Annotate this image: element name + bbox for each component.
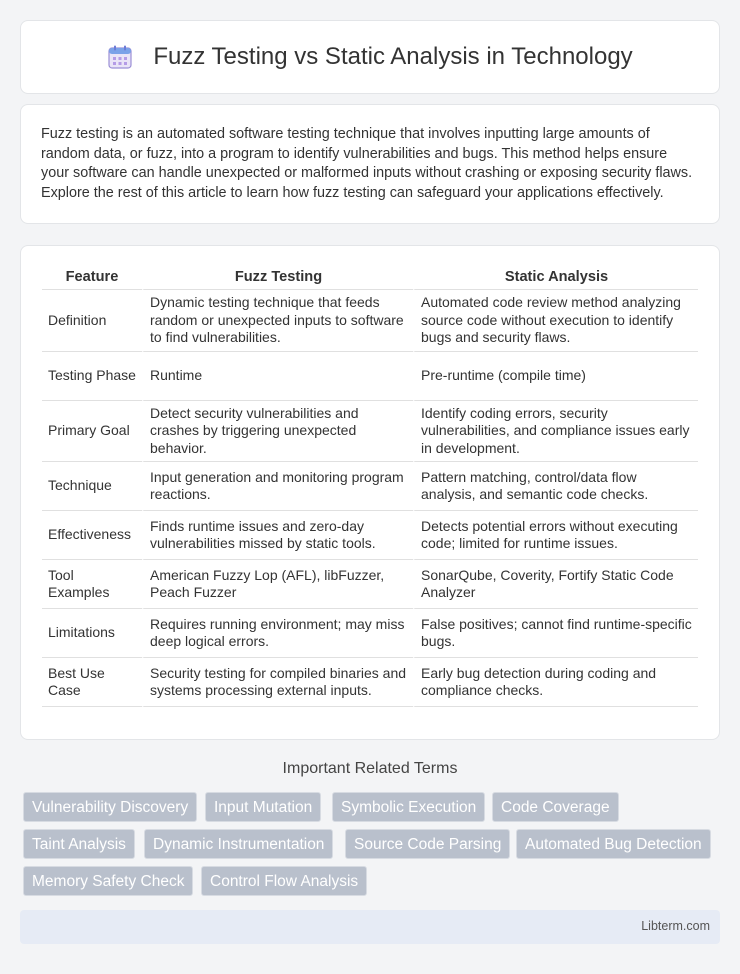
related-term-tag[interactable]: Automated Bug Detection: [516, 829, 711, 859]
row-fuzz-cell: Input generation and monitoring program reactions.: [142, 462, 413, 511]
row-fuzz-cell: Security testing for compiled binaries and systems processing external inputs.: [142, 658, 413, 707]
related-term-tag[interactable]: Control Flow Analysis: [201, 866, 367, 896]
row-static-cell: Automated code review method analyzing source code without execution to identify bugs and security flaws.: [413, 290, 698, 352]
comparison-table-card: [20, 245, 720, 740]
calendar-icon: [107, 44, 133, 70]
table-row: [42, 401, 698, 463]
row-fuzz-cell: Finds runtime issues and zero-day vulnerabilities missed by static tools.: [142, 511, 413, 560]
table-header-row: [42, 266, 698, 290]
footer-link[interactable]: Libterm.com: [641, 919, 710, 933]
header-fuzz-testing: Fuzz Testing: [142, 266, 413, 290]
title-wrap: [107, 43, 632, 71]
comparison-table: [42, 266, 698, 707]
intro-text: Fuzz testing is an automated software testing technique that involves inputting large amounts of random data, or fuzz, into a program to identify vulnerabilities and bugs. This method helps ensure your software can handle unexpected or malformed inputs without crashing or exposing security flaws. Explore the rest of this article to learn how fuzz testing can safeguard your applications effectively.: [41, 126, 693, 201]
intro-card: [20, 104, 720, 224]
table-row: [42, 658, 698, 707]
row-static-cell: Pre-runtime (compile time): [413, 352, 698, 401]
row-fuzz-cell: Detect security vulnerabilities and crashes by triggering unexpected behavior.: [142, 401, 413, 463]
table-row: [42, 462, 698, 511]
row-static-cell: False positives; cannot find runtime-specific bugs.: [413, 609, 698, 658]
related-term-tag[interactable]: Code Coverage: [492, 792, 619, 822]
table-row: [42, 352, 698, 401]
related-term-tag[interactable]: Taint Analysis: [23, 829, 135, 859]
header-card: [20, 20, 720, 94]
related-term-tag[interactable]: Source Code Parsing: [345, 829, 510, 859]
related-term-tag[interactable]: Memory Safety Check: [23, 866, 193, 896]
row-fuzz-cell: Runtime: [142, 352, 413, 401]
footer: [20, 910, 720, 944]
row-feature-cell: Limitations: [42, 609, 142, 658]
table-row: [42, 511, 698, 560]
row-feature-cell: Effectiveness: [42, 511, 142, 560]
related-term-tag[interactable]: Input Mutation: [205, 792, 321, 822]
related-term-tag[interactable]: Dynamic Instrumentation: [144, 829, 333, 859]
row-static-cell: Early bug detection during coding and compliance checks.: [413, 658, 698, 707]
row-fuzz-cell: Dynamic testing technique that feeds random or unexpected inputs to software to find vulnerabilities.: [142, 290, 413, 352]
header-static-analysis: Static Analysis: [413, 266, 698, 290]
row-feature-cell: Testing Phase: [42, 352, 142, 401]
table-row: [42, 560, 698, 609]
header-feature: Feature: [42, 266, 142, 290]
row-feature-cell: Best Use Case: [42, 658, 142, 707]
related-terms-title: Important Related Terms: [282, 760, 458, 777]
row-feature-cell: Definition: [42, 290, 142, 352]
page-title: Fuzz Testing vs Static Analysis in Technology: [153, 43, 633, 70]
row-static-cell: SonarQube, Coverity, Fortify Static Code Analyzer: [413, 560, 698, 609]
row-fuzz-cell: American Fuzzy Lop (AFL), libFuzzer, Peach Fuzzer: [142, 560, 413, 609]
row-feature-cell: Tool Examples: [42, 560, 142, 609]
table-row: [42, 290, 698, 352]
row-feature-cell: Technique: [42, 462, 142, 511]
related-term-tag[interactable]: Vulnerability Discovery: [23, 792, 197, 822]
row-static-cell: Pattern matching, control/data flow analysis, and semantic code checks.: [413, 462, 698, 511]
row-static-cell: Identify coding errors, security vulnerabilities, and compliance issues early in development.: [413, 401, 698, 463]
row-feature-cell: Primary Goal: [42, 401, 142, 463]
related-term-tag[interactable]: Symbolic Execution: [332, 792, 485, 822]
table-row: [42, 609, 698, 658]
row-fuzz-cell: Requires running environment; may miss deep logical errors.: [142, 609, 413, 658]
row-static-cell: Detects potential errors without executing code; limited for runtime issues.: [413, 511, 698, 560]
